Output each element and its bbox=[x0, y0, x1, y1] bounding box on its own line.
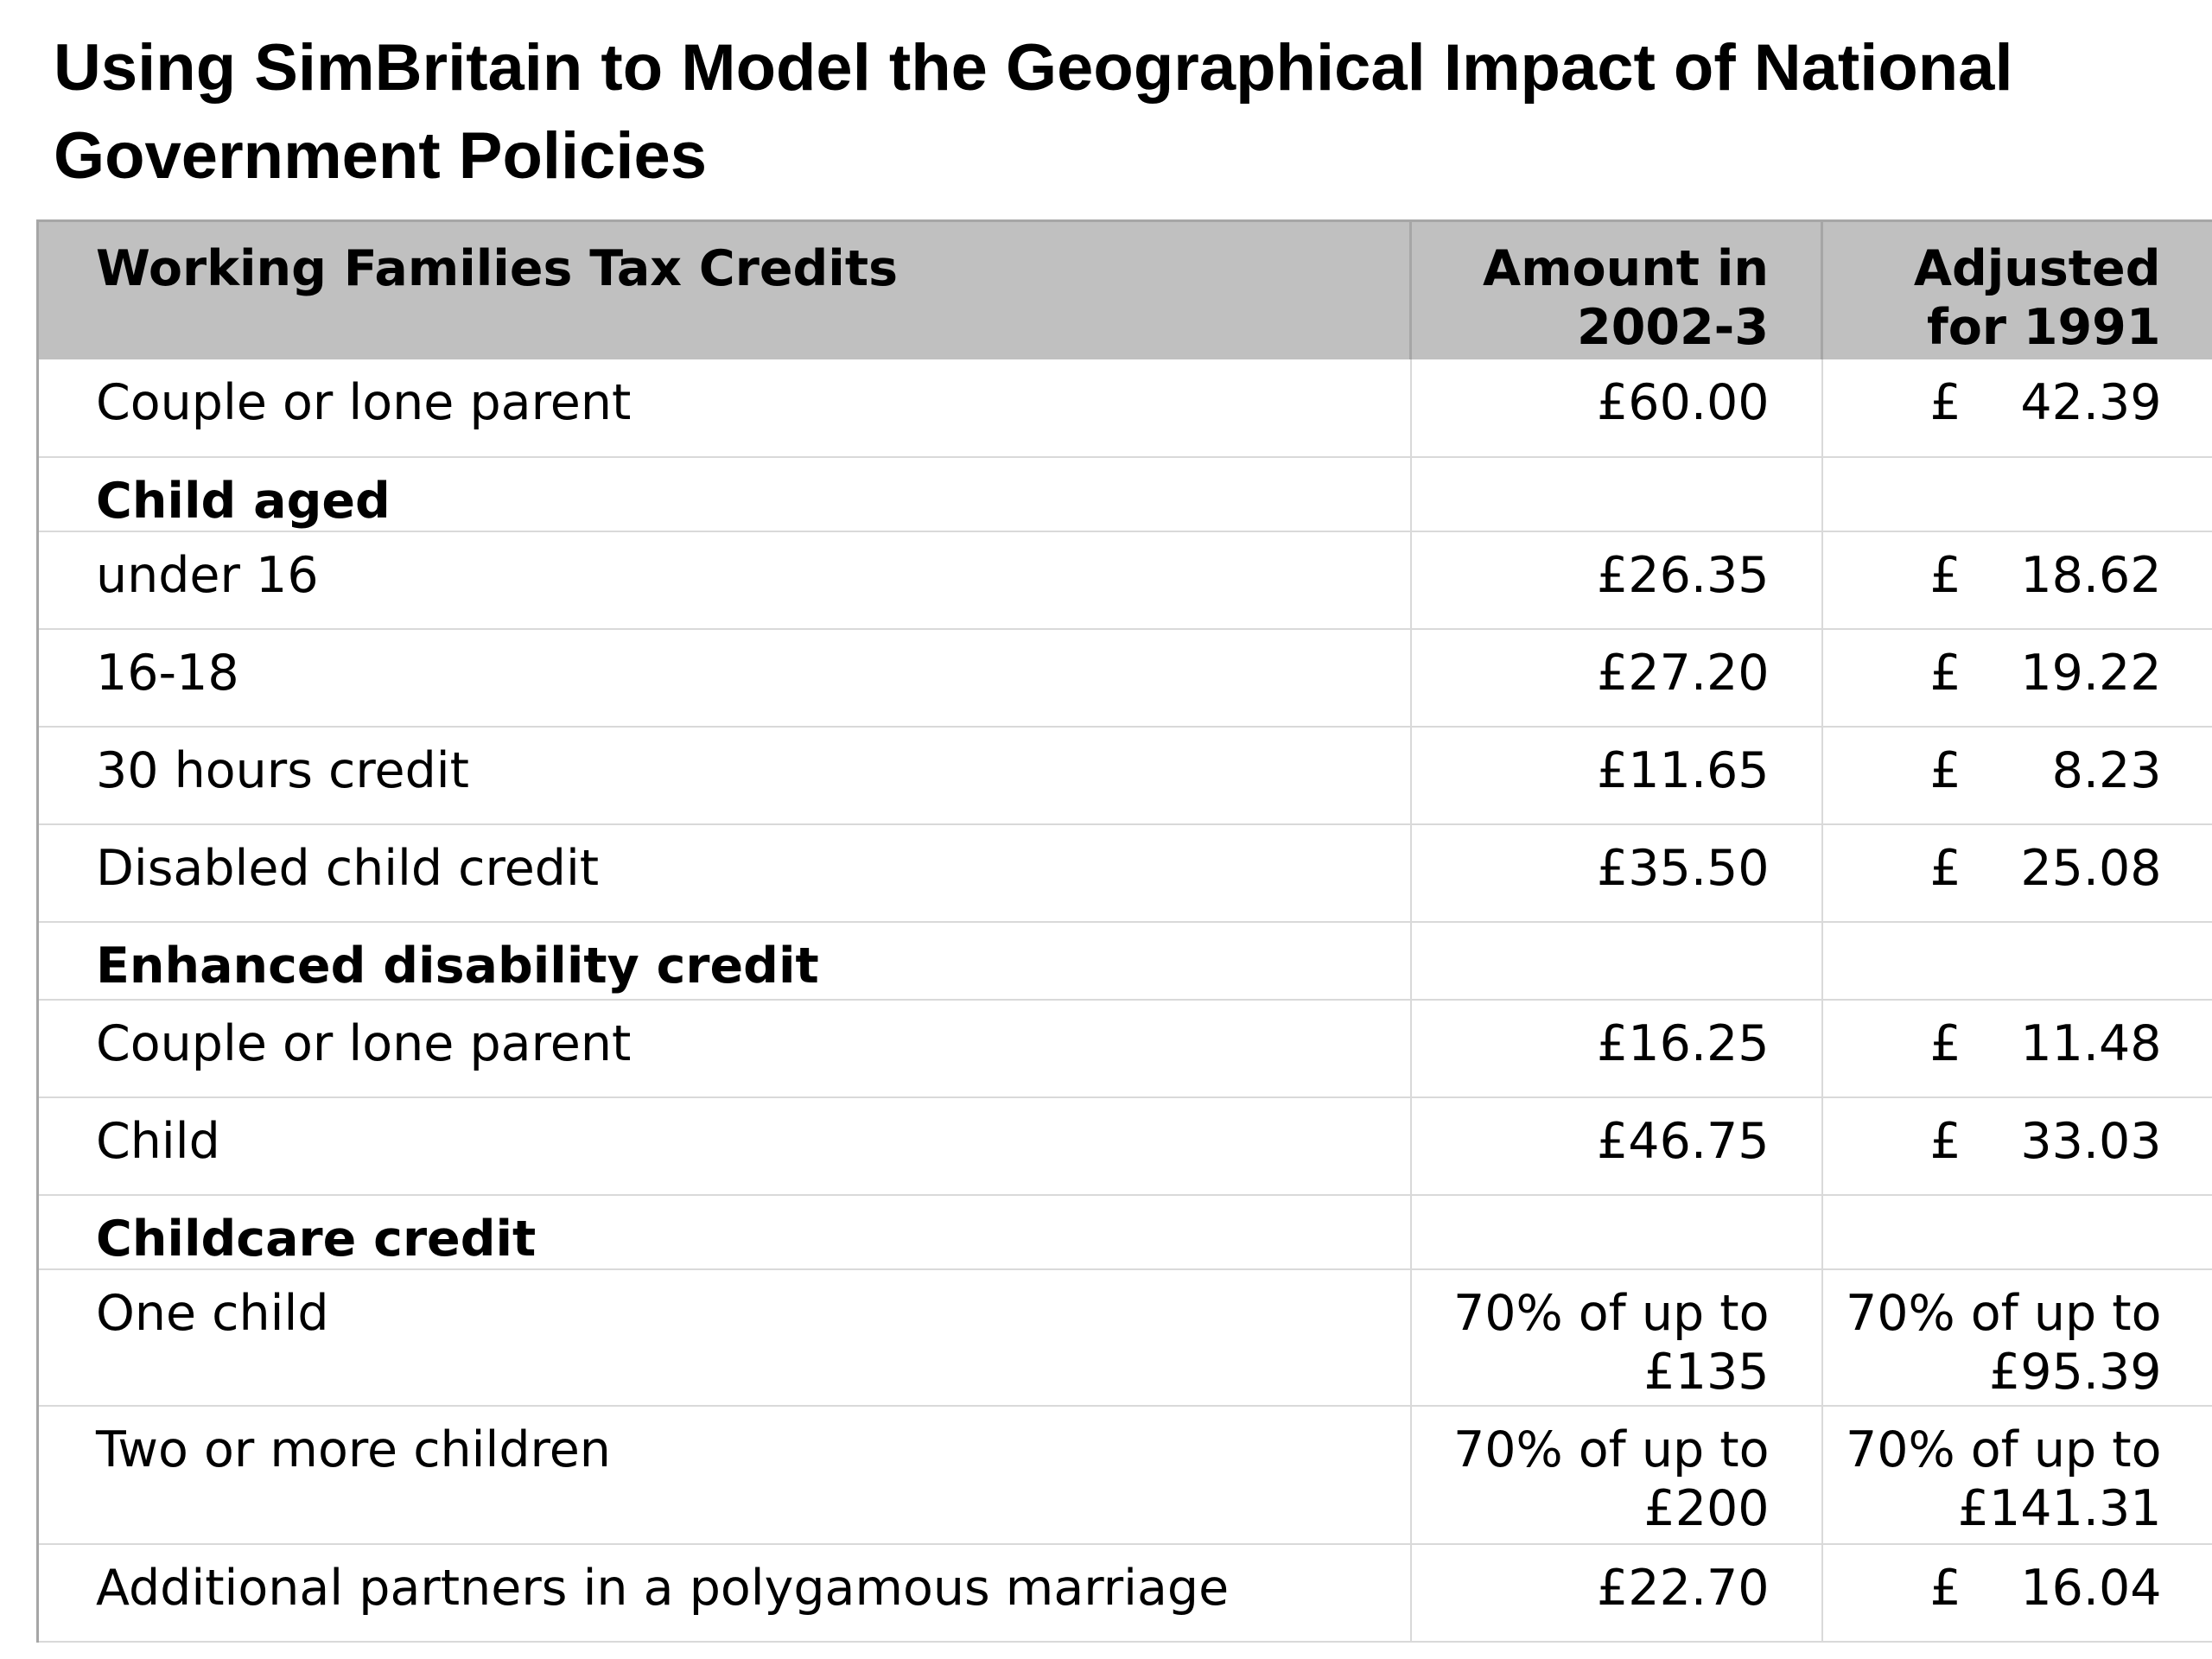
table-row bbox=[38, 1000, 2212, 1097]
section-label: Childcare credit bbox=[38, 1195, 1411, 1269]
adjusted-value: 19.22 bbox=[2020, 644, 2162, 702]
adjusted-value: 11.48 bbox=[2020, 1014, 2162, 1072]
table-row bbox=[38, 1406, 2212, 1544]
row-adjusted bbox=[1822, 1097, 2212, 1195]
row-adjusted: 70% of up to £141.31 bbox=[1822, 1406, 2212, 1544]
section-label: Child aged bbox=[38, 457, 1411, 531]
row-adjusted bbox=[1822, 359, 2212, 457]
row-adjusted bbox=[1822, 1000, 2212, 1097]
currency-symbol: £ bbox=[1929, 373, 1961, 431]
table-row bbox=[38, 1097, 2212, 1195]
row-adjusted bbox=[1822, 824, 2212, 922]
empty-cell bbox=[1822, 457, 2212, 531]
table-header-row bbox=[38, 221, 2212, 359]
header-amount-2002-3: Amount in 2002-3 bbox=[1411, 221, 1822, 359]
adjusted-value: 42.39 bbox=[2020, 373, 2162, 431]
section-row bbox=[38, 1195, 2212, 1269]
currency-symbol: £ bbox=[1929, 1559, 1961, 1617]
currency-symbol: £ bbox=[1929, 1112, 1961, 1170]
section-row bbox=[38, 457, 2212, 531]
empty-cell bbox=[1411, 922, 1822, 1000]
row-amount: £35.50 bbox=[1411, 824, 1822, 922]
row-amount: £26.35 bbox=[1411, 531, 1822, 629]
row-adjusted bbox=[1822, 727, 2212, 824]
row-label: Additional partners in a polygamous marriage bbox=[38, 1544, 1411, 1642]
row-label: Two or more children bbox=[38, 1406, 1411, 1544]
row-label: Child bbox=[38, 1097, 1411, 1195]
tax-credits-table bbox=[36, 219, 2212, 1643]
row-label: Couple or lone parent bbox=[38, 1000, 1411, 1097]
adjusted-value: 25.08 bbox=[2020, 839, 2162, 897]
table-row bbox=[38, 359, 2212, 457]
table-row bbox=[38, 727, 2212, 824]
empty-cell bbox=[1411, 1195, 1822, 1269]
adjusted-value: 8.23 bbox=[2051, 741, 2162, 799]
adjusted-value: 16.04 bbox=[2020, 1559, 2162, 1617]
row-label: Couple or lone parent bbox=[38, 359, 1411, 457]
row-amount: £16.25 bbox=[1411, 1000, 1822, 1097]
table-row bbox=[38, 531, 2212, 629]
row-amount: 70% of up to £200 bbox=[1411, 1406, 1822, 1544]
row-amount: 70% of up to £135 bbox=[1411, 1269, 1822, 1406]
table-row bbox=[38, 1544, 2212, 1642]
section-row bbox=[38, 922, 2212, 1000]
row-label: One child bbox=[38, 1269, 1411, 1406]
section-label: Enhanced disability credit bbox=[38, 922, 1411, 1000]
empty-cell bbox=[1822, 1195, 2212, 1269]
empty-cell bbox=[1411, 457, 1822, 531]
row-amount: £22.70 bbox=[1411, 1544, 1822, 1642]
adjusted-value: 18.62 bbox=[2020, 546, 2162, 604]
currency-symbol: £ bbox=[1929, 644, 1961, 702]
table-row bbox=[38, 1269, 2212, 1406]
row-adjusted bbox=[1822, 531, 2212, 629]
adjusted-value: 33.03 bbox=[2020, 1112, 2162, 1170]
table-row bbox=[38, 824, 2212, 922]
currency-symbol: £ bbox=[1929, 741, 1961, 799]
header-tax-credits: Working Families Tax Credits bbox=[38, 221, 1411, 359]
currency-symbol: £ bbox=[1929, 1014, 1961, 1072]
row-label: 16-18 bbox=[38, 629, 1411, 727]
row-label: under 16 bbox=[38, 531, 1411, 629]
header-adjusted-1991: Adjusted for 1991 bbox=[1822, 221, 2212, 359]
row-adjusted bbox=[1822, 1544, 2212, 1642]
row-amount: £46.75 bbox=[1411, 1097, 1822, 1195]
currency-symbol: £ bbox=[1929, 546, 1961, 604]
table-row bbox=[38, 629, 2212, 727]
empty-cell bbox=[1822, 922, 2212, 1000]
page-title: Using SimBritain to Model the Geographical Impact of National Government Policies bbox=[54, 31, 2013, 193]
row-amount: £11.65 bbox=[1411, 727, 1822, 824]
row-adjusted bbox=[1822, 629, 2212, 727]
row-adjusted: 70% of up to £95.39 bbox=[1822, 1269, 2212, 1406]
row-label: Disabled child credit bbox=[38, 824, 1411, 922]
row-label: 30 hours credit bbox=[38, 727, 1411, 824]
row-amount: £60.00 bbox=[1411, 359, 1822, 457]
row-amount: £27.20 bbox=[1411, 629, 1822, 727]
currency-symbol: £ bbox=[1929, 839, 1961, 897]
